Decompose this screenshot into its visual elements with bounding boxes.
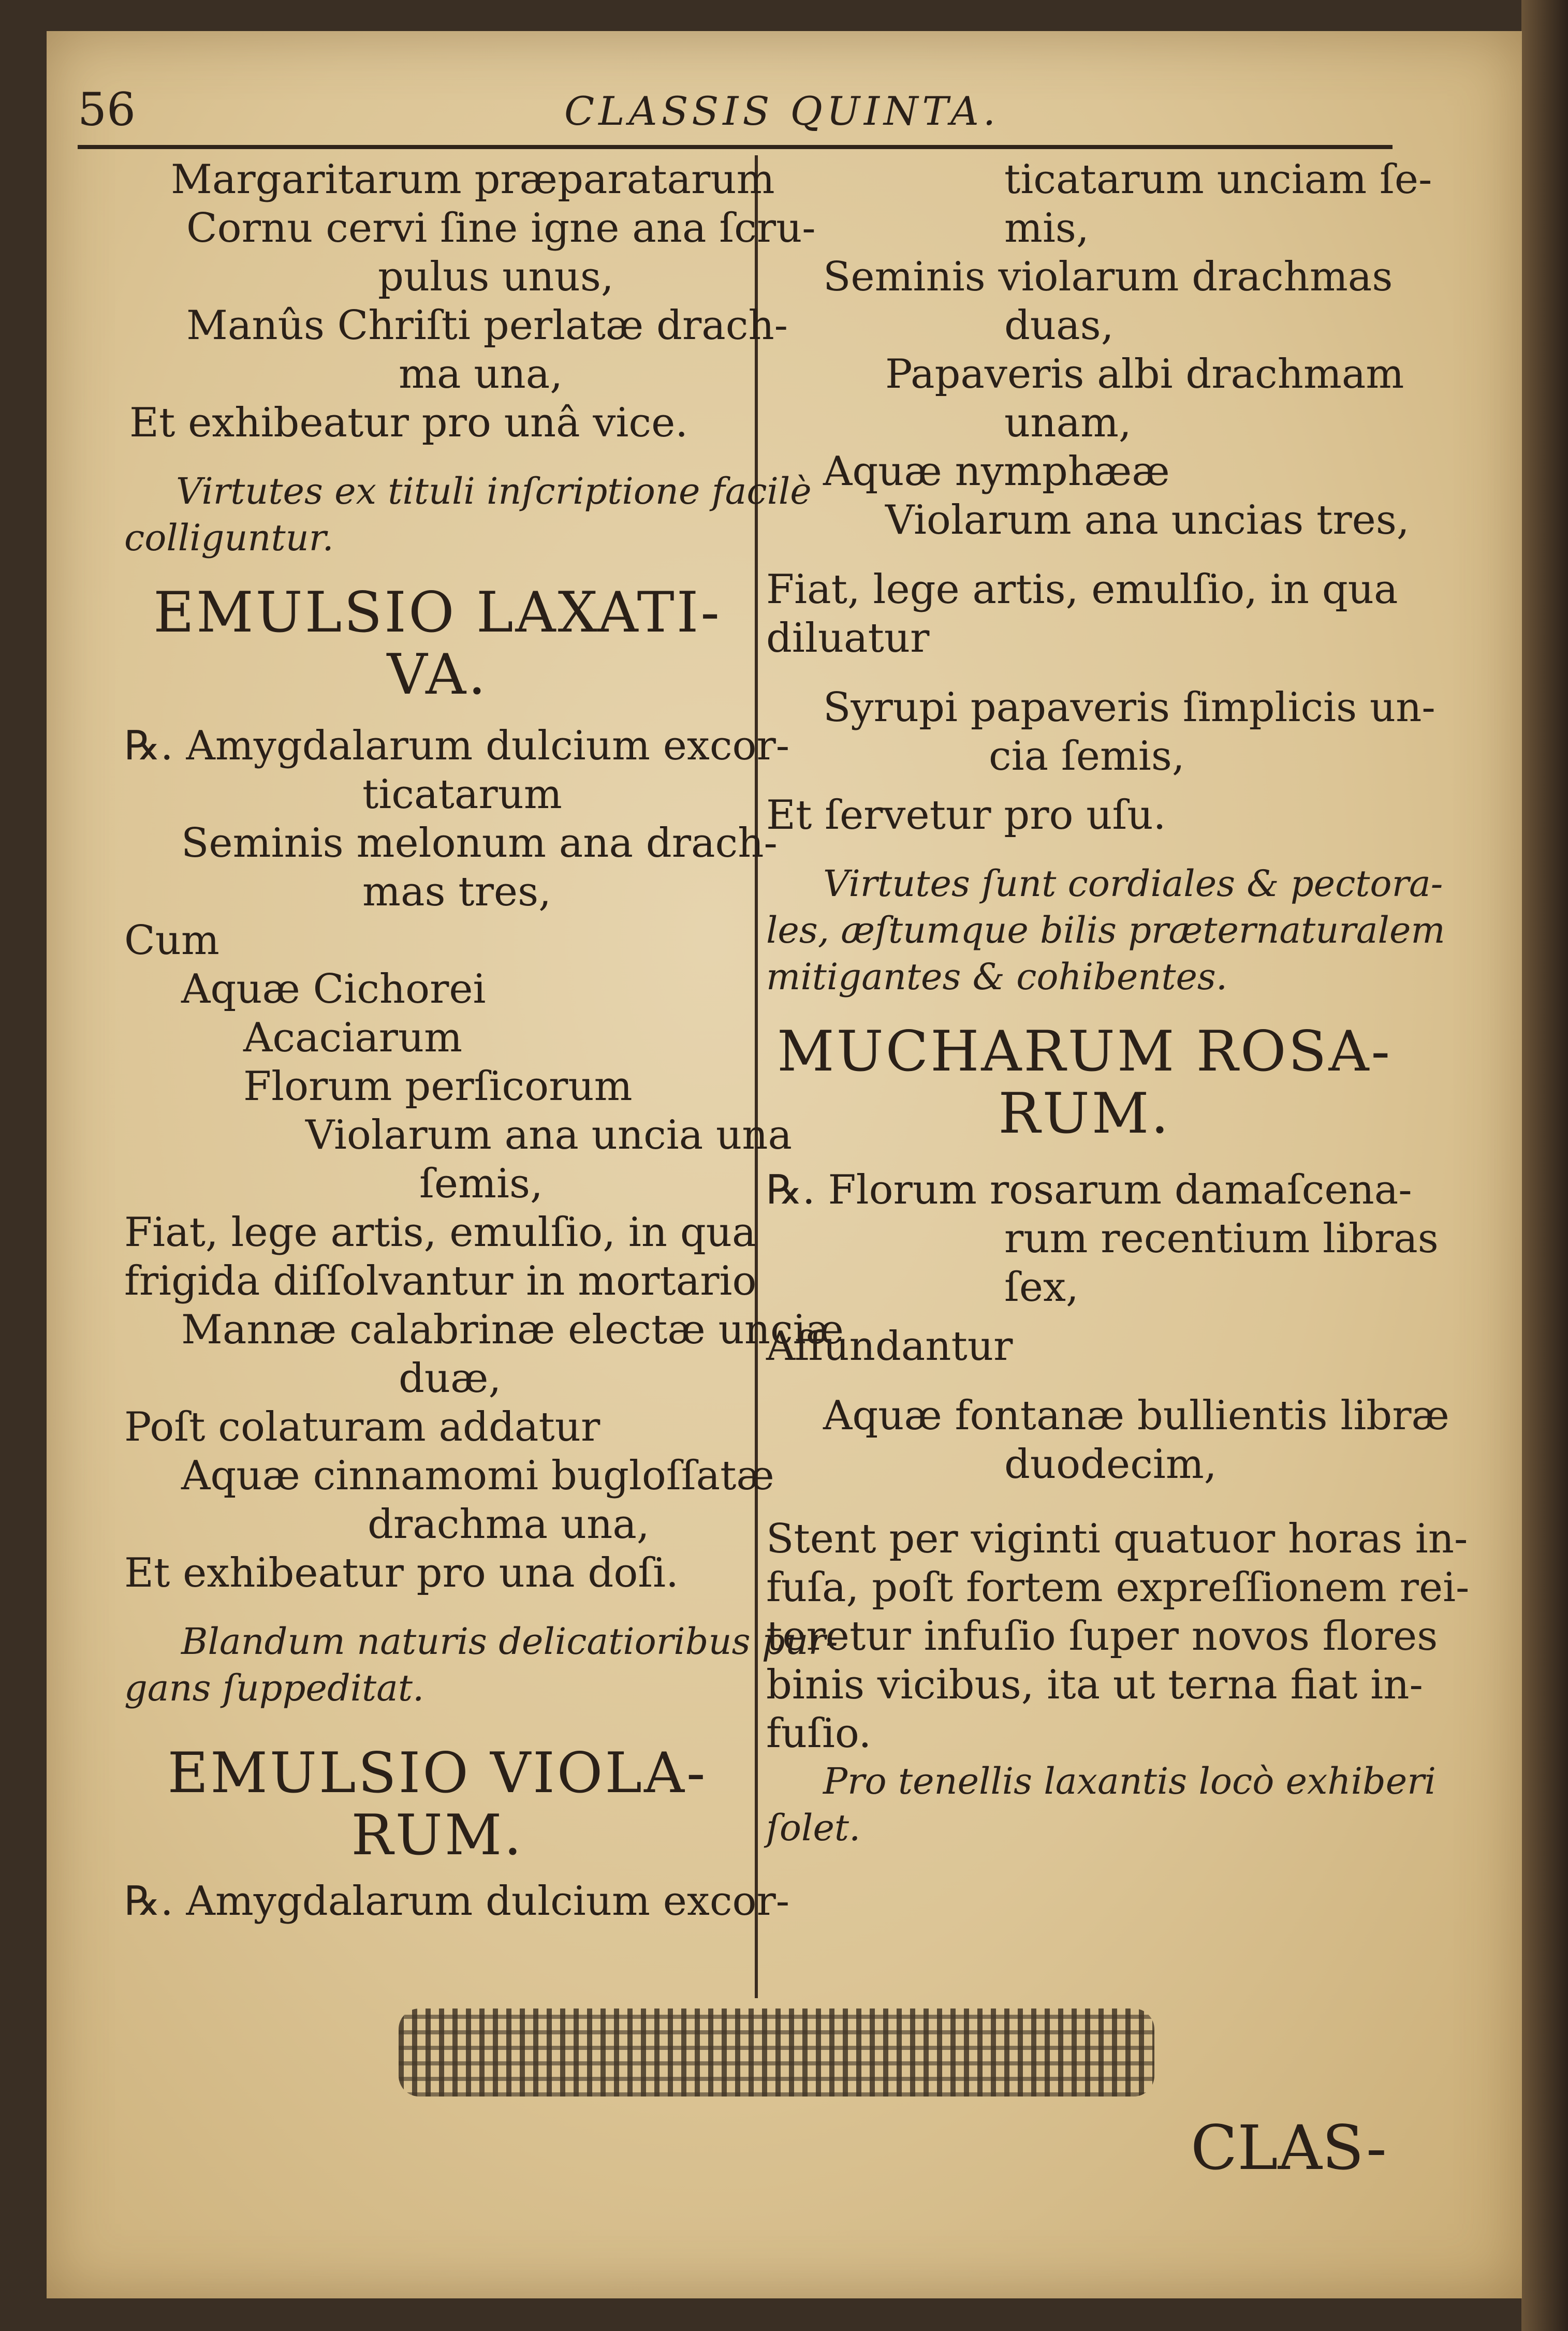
text-line: Cornu cervi ſine igne ana ſcru- — [186, 205, 816, 252]
text-line: Florum perſicorum — [243, 1063, 633, 1110]
text-line: Aquæ Cichorei — [181, 966, 486, 1013]
text-line: ma una, — [399, 351, 563, 398]
text-line: ſemis, — [419, 1161, 543, 1207]
decorative-tailpiece — [399, 2009, 1154, 2097]
recipe-title: RUM. — [351, 1803, 524, 1868]
text-line: Aquæ nymphææ — [823, 448, 1170, 495]
text-line: Syrupi papaveris ſimplicis un- — [823, 684, 1435, 731]
catchword: CLAS- — [1191, 2112, 1387, 2183]
recipe-title: RUM. — [998, 1081, 1171, 1146]
text-line: ſex, — [1004, 1264, 1079, 1311]
text-line: mis, — [1004, 205, 1089, 252]
text-line: ticatarum — [362, 771, 562, 818]
text-line: cia ſemis, — [989, 733, 1185, 780]
text-line: teretur infuſio ſuper novos flores — [766, 1613, 1438, 1660]
text-line: ℞. Amygdalarum dulcium excor- — [124, 1878, 790, 1925]
text-line: duas, — [1004, 302, 1114, 349]
text-line: Fiat, lege artis, emulſio, in qua — [766, 566, 1398, 613]
text-line: Aquæ cinnamomi bugloſſatæ — [181, 1453, 774, 1499]
text-line: drachma una, — [368, 1501, 650, 1548]
running-head: CLASSIS QUINTA. — [564, 88, 1000, 134]
text-line: Seminis violarum drachmas — [823, 254, 1393, 300]
commentary-line: ſolet. — [766, 1807, 861, 1849]
recipe-title: EMULSIO LAXATI- — [153, 580, 722, 645]
text-line: rum recentium libras — [1004, 1215, 1439, 1262]
text-line: Aquæ fontanæ bullientis libræ — [823, 1392, 1449, 1439]
text-line: ℞. Amygdalarum dulcium excor- — [124, 723, 790, 769]
commentary-line: Virtutes ſunt cordiales & pectora- — [823, 862, 1443, 905]
commentary-line: Blandum naturis delicatioribus pur- — [181, 1620, 838, 1663]
recipe-title: VA. — [387, 642, 488, 707]
text-line: mas tres, — [362, 869, 551, 915]
text-line: Papaveris albi drachmam — [885, 351, 1404, 398]
commentary-line: Pro tenellis laxantis locò exhiberi — [823, 1760, 1437, 1802]
page-number: 56 — [78, 83, 136, 136]
text-line: Acaciarum — [243, 1015, 463, 1061]
right-column — [766, 155, 1470, 1851]
text-line: Fiat, lege artis, emulſio, in qua — [124, 1209, 756, 1256]
text-line: Mannæ calabrinæ electæ unciæ — [181, 1307, 844, 1353]
commentary-line: les, æſtumque bilis præternaturalem — [766, 909, 1445, 951]
text-line: Poſt colaturam addatur — [124, 1404, 600, 1450]
commentary-line: gans ſuppeditat. — [124, 1667, 424, 1709]
text-line: ticatarum unciam ſe- — [1004, 156, 1432, 203]
commentary-line: mitigantes & cohibentes. — [766, 956, 1228, 998]
text-line: Manûs Chriſti perlatæ drach- — [186, 302, 788, 349]
text-line: Stent per viginti quatuor horas in- — [766, 1516, 1468, 1562]
text-line: Et exhibeatur pro unâ vice. — [129, 400, 688, 446]
recipe-title: MUCHARUM ROSA- — [777, 1019, 1392, 1084]
text-line: Cum — [124, 917, 219, 964]
text-line: binis vicibus, ita ut terna fiat in- — [766, 1662, 1423, 1708]
text-line: pulus unus, — [378, 254, 614, 300]
text-line: unam, — [1004, 400, 1132, 446]
commentary-line: colliguntur. — [124, 517, 334, 559]
recipe-title: EMULSIO VIOLA- — [167, 1741, 708, 1806]
text-line: Margaritarum præparatarum — [171, 156, 775, 203]
text-line: Et ſervetur pro uſu. — [766, 792, 1166, 839]
commentary-line: Virtutes ex tituli inſcriptione facilè — [176, 470, 812, 512]
text-line: diluatur — [766, 615, 930, 662]
book-spine — [1521, 0, 1568, 2331]
text-line: ℞. Florum rosarum damaſcena- — [766, 1167, 1412, 1213]
text-line: fuſio. — [766, 1710, 872, 1757]
text-line: frigida diſſolvantur in mortario — [124, 1258, 757, 1304]
text-line: Affundantur — [766, 1323, 1013, 1370]
page-header — [78, 78, 1393, 155]
text-line: duæ, — [399, 1355, 502, 1402]
header-rule — [78, 145, 1393, 149]
text-line: Et exhibeatur pro una doſi. — [124, 1550, 679, 1596]
text-line: Violarum ana uncia una — [305, 1112, 792, 1159]
text-line: Violarum ana uncias tres, — [885, 497, 1410, 544]
text-line: fuſa, poſt fortem expreſſionem rei- — [766, 1564, 1470, 1611]
text-line: duodecim, — [1004, 1441, 1217, 1488]
text-line: Seminis melonum ana drach- — [181, 820, 778, 867]
